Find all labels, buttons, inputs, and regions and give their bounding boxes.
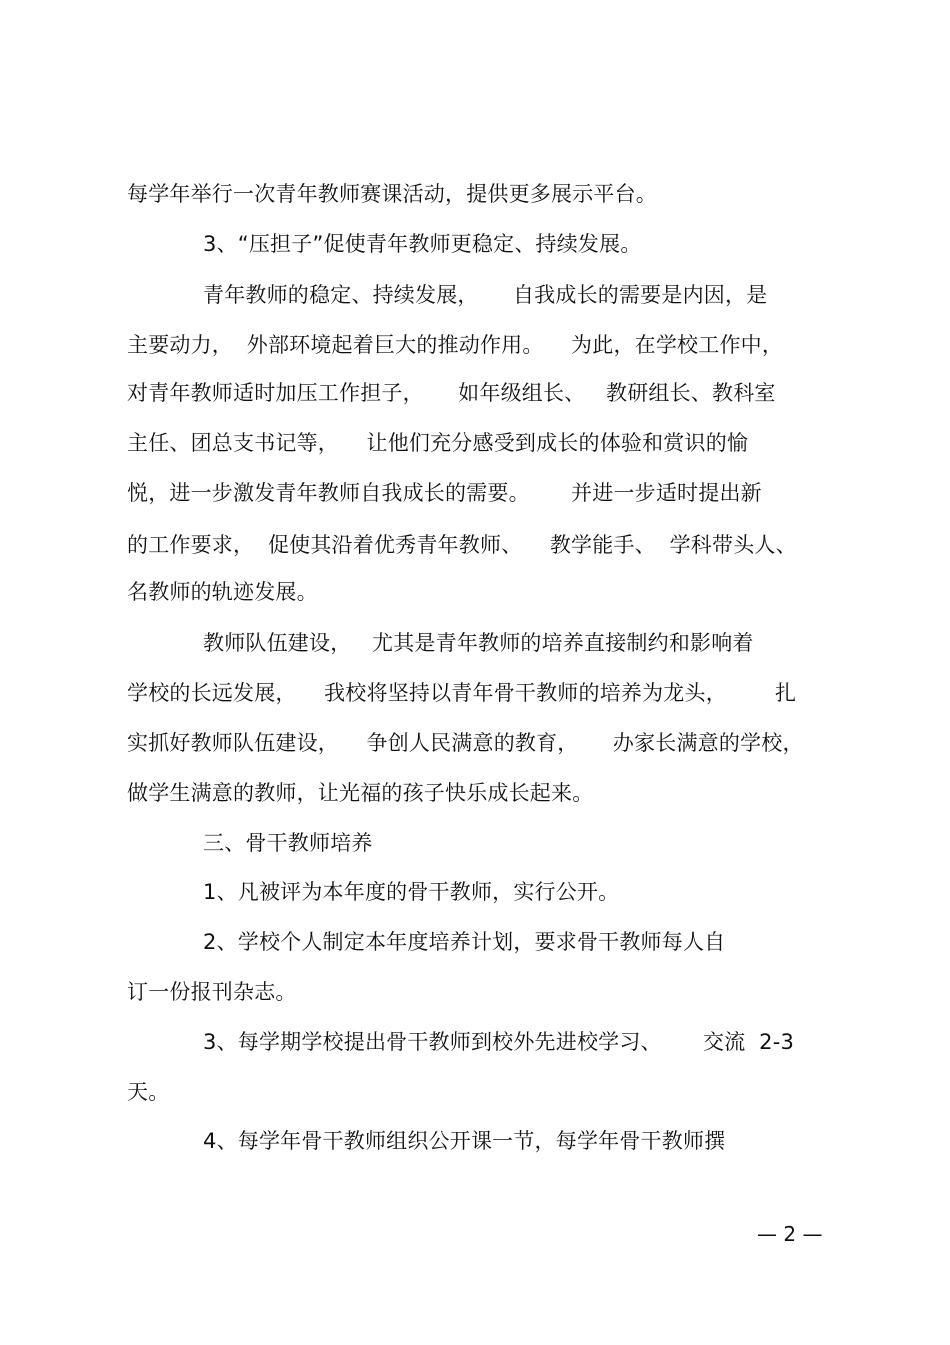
- section-heading: 三、骨干教师培养: [203, 831, 373, 855]
- list-item: 3、每学期学校提出骨干教师到校外先进校学习、 交流 2-3: [203, 1030, 795, 1054]
- text-line: 订一份报刊杂志。: [127, 980, 297, 1004]
- text-line: 主要动力， 外部环境起着巨大的推动作用。 为此，在学校工作中，: [127, 333, 784, 357]
- text-line: 主任、团总支书记等， 让他们充分感受到成长的体验和赏识的愉: [127, 431, 749, 455]
- text-line: 的工作要求， 促使其沿着优秀青年教师、 教学能手、 学科带头人、: [127, 533, 797, 557]
- list-item: 4、每学年骨干教师组织公开课一节，每学年骨干教师撰: [203, 1129, 726, 1153]
- list-item: 1、凡被评为本年度的骨干教师，实行公开。: [203, 880, 620, 904]
- text-line: 教师队伍建设， 尤其是青年教师的培养直接制约和影响着: [203, 631, 754, 655]
- text-line: 实抓好教师队伍建设， 争创人民满意的教育， 办家长满意的学校，: [127, 731, 804, 755]
- text-line: 名教师的轨迹发展。: [127, 580, 318, 604]
- page-number: — 2 —: [757, 1222, 823, 1246]
- text-line: 学校的长远发展， 我校将坚持以青年骨干教师的培养为龙头， 扎: [127, 681, 797, 705]
- text-line: 天。: [127, 1080, 170, 1104]
- text-line: 青年教师的稳定、持续发展， 自我成长的需要是内因，是: [203, 283, 768, 307]
- text-line: 悦，进一步激发青年教师自我成长的需要。 并进一步适时提出新: [127, 481, 762, 505]
- text-line: 3、“压担子”促使青年教师更稳定、持续发展。: [203, 232, 642, 256]
- text-line: 每学年举行一次青年教师赛课活动，提供更多展示平台。: [127, 182, 657, 206]
- text-line: 做学生满意的教师，让光福的孩子快乐成长起来。: [127, 781, 594, 805]
- text-line: 对青年教师适时加压工作担子， 如年级组长、 教研组长、教科室: [127, 381, 776, 405]
- list-item: 2、学校个人制定本年度培养计划，要求骨干教师每人自: [203, 930, 726, 954]
